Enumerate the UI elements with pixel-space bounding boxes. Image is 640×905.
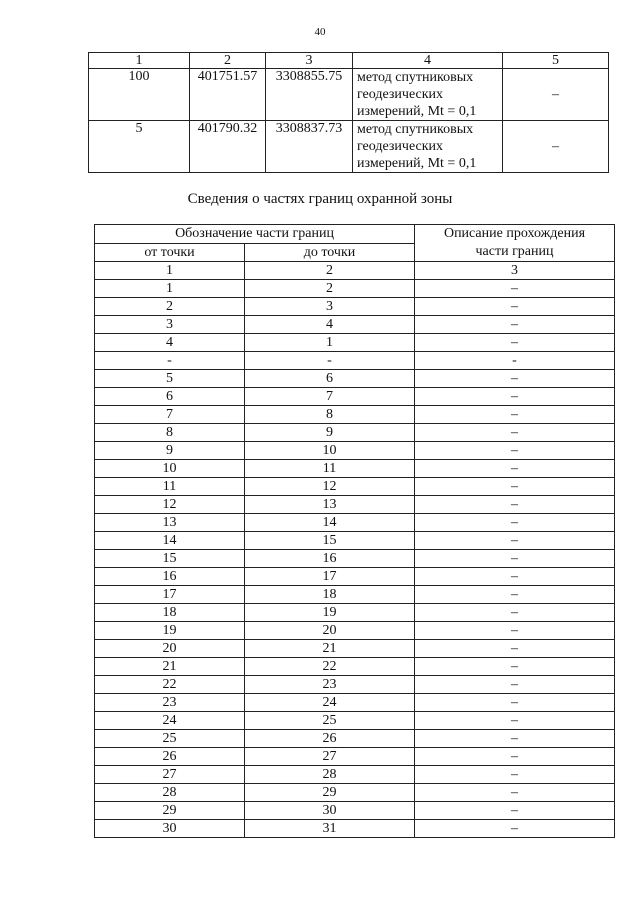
to-point: 4 (245, 316, 415, 334)
parts-header-row (95, 225, 615, 244)
table-row (95, 496, 615, 514)
table-row (95, 460, 615, 478)
column-number: 3 (266, 53, 353, 69)
from-point: 21 (95, 658, 245, 676)
table-row (95, 550, 615, 568)
from-point: 12 (95, 496, 245, 514)
table-row (95, 802, 615, 820)
to-point: 6 (245, 370, 415, 388)
part-description: – (415, 478, 615, 496)
part-description: – (415, 676, 615, 694)
description-header-line: Описание прохождения (443, 226, 586, 241)
to-point: - (245, 352, 415, 370)
part-description: – (415, 334, 615, 352)
page-number: 40 (314, 26, 326, 38)
to-point: 25 (245, 712, 415, 730)
to-point: 2 (245, 280, 415, 298)
to-point: 15 (245, 532, 415, 550)
table-row (95, 280, 615, 298)
part-description: – (415, 622, 615, 640)
from-point: 5 (95, 370, 245, 388)
point-id: 5 (89, 121, 190, 173)
from-point: 24 (95, 712, 245, 730)
to-point: 13 (245, 496, 415, 514)
from-point-header: от точки (95, 244, 245, 262)
part-description: – (415, 658, 615, 676)
part-description: – (415, 388, 615, 406)
description-header-line: части границ (475, 244, 554, 259)
table-row (95, 298, 615, 316)
to-point: 18 (245, 586, 415, 604)
table-row (95, 442, 615, 460)
section-title: Сведения о частях границ охранной зоны (187, 191, 453, 207)
to-point: 29 (245, 784, 415, 802)
from-point: 10 (95, 460, 245, 478)
from-point: 17 (95, 586, 245, 604)
from-point: 6 (95, 388, 245, 406)
coordinates-table (88, 52, 609, 173)
to-point: 24 (245, 694, 415, 712)
method-line: измерений, Mt = 0,1 (357, 104, 477, 119)
from-point: 1 (95, 280, 245, 298)
table-row (95, 388, 615, 406)
table-row (95, 406, 615, 424)
part-description: - (415, 352, 615, 370)
table-row (95, 586, 615, 604)
from-point: 7 (95, 406, 245, 424)
from-point: 18 (95, 604, 245, 622)
method-line: метод спутниковых (357, 122, 474, 137)
from-point: 22 (95, 676, 245, 694)
to-point: 3 (245, 298, 415, 316)
y-coordinate: 3308837.73 (266, 121, 353, 173)
from-point: 19 (95, 622, 245, 640)
table-row (95, 532, 615, 550)
table-row (95, 604, 615, 622)
table-row (95, 514, 615, 532)
to-point: 26 (245, 730, 415, 748)
from-point: 11 (95, 478, 245, 496)
column-5-value: – (503, 121, 609, 173)
part-description: – (415, 694, 615, 712)
to-point: 8 (245, 406, 415, 424)
boundary-part-description-header (415, 225, 615, 262)
column-number: 3 (415, 262, 615, 280)
method-description (353, 121, 503, 173)
part-description: – (415, 280, 615, 298)
table-row (95, 730, 615, 748)
x-coordinate: 401790.32 (190, 121, 266, 173)
to-point: 19 (245, 604, 415, 622)
table-row (95, 316, 615, 334)
column-number: 1 (89, 53, 190, 69)
column-5-value: – (503, 69, 609, 121)
to-point: 14 (245, 514, 415, 532)
to-point: 17 (245, 568, 415, 586)
to-point: 21 (245, 640, 415, 658)
part-description: – (415, 460, 615, 478)
to-point: 20 (245, 622, 415, 640)
boundary-parts-table (94, 224, 615, 838)
table-row (95, 424, 615, 442)
table-row (95, 352, 615, 370)
boundary-part-designation-header: Обозначение части границ (95, 225, 415, 244)
part-description: – (415, 802, 615, 820)
table-row (95, 370, 615, 388)
table-row (89, 121, 609, 173)
column-number: 1 (95, 262, 245, 280)
x-coordinate: 401751.57 (190, 69, 266, 121)
part-description: – (415, 370, 615, 388)
part-description: – (415, 532, 615, 550)
part-description: – (415, 766, 615, 784)
from-point: 2 (95, 298, 245, 316)
column-number: 5 (503, 53, 609, 69)
table-row (95, 766, 615, 784)
to-point: 28 (245, 766, 415, 784)
table-row (95, 748, 615, 766)
from-point: 23 (95, 694, 245, 712)
part-description: – (415, 712, 615, 730)
to-point: 30 (245, 802, 415, 820)
to-point: 22 (245, 658, 415, 676)
part-description: – (415, 748, 615, 766)
table-row (95, 676, 615, 694)
from-point: 9 (95, 442, 245, 460)
from-point: 3 (95, 316, 245, 334)
part-description: – (415, 406, 615, 424)
column-number: 2 (190, 53, 266, 69)
to-point: 9 (245, 424, 415, 442)
part-description: – (415, 424, 615, 442)
column-number: 4 (353, 53, 503, 69)
from-point: - (95, 352, 245, 370)
coordinates-column-numbers (89, 53, 609, 69)
from-point: 8 (95, 424, 245, 442)
from-point: 29 (95, 802, 245, 820)
to-point: 1 (245, 334, 415, 352)
method-line: метод спутниковых (357, 70, 474, 85)
part-description: – (415, 640, 615, 658)
table-row (95, 712, 615, 730)
table-row (95, 568, 615, 586)
to-point: 27 (245, 748, 415, 766)
method-line: измерений, Mt = 0,1 (357, 156, 477, 171)
from-point: 16 (95, 568, 245, 586)
part-description: – (415, 820, 615, 838)
part-description: – (415, 496, 615, 514)
to-point: 11 (245, 460, 415, 478)
part-description: – (415, 316, 615, 334)
parts-column-numbers (95, 262, 615, 280)
point-id: 100 (89, 69, 190, 121)
to-point: 23 (245, 676, 415, 694)
part-description: – (415, 568, 615, 586)
to-point: 12 (245, 478, 415, 496)
method-description (353, 69, 503, 121)
part-description: – (415, 586, 615, 604)
part-description: – (415, 514, 615, 532)
table-row (89, 69, 609, 121)
y-coordinate: 3308855.75 (266, 69, 353, 121)
to-point: 7 (245, 388, 415, 406)
part-description: – (415, 550, 615, 568)
table-row (95, 820, 615, 838)
table-row (95, 694, 615, 712)
to-point: 10 (245, 442, 415, 460)
part-description: – (415, 442, 615, 460)
from-point: 30 (95, 820, 245, 838)
from-point: 26 (95, 748, 245, 766)
from-point: 28 (95, 784, 245, 802)
table-row (95, 622, 615, 640)
part-description: – (415, 604, 615, 622)
part-description: – (415, 784, 615, 802)
method-line: геодезических (357, 139, 444, 154)
part-description: – (415, 730, 615, 748)
from-point: 25 (95, 730, 245, 748)
table-row (95, 478, 615, 496)
from-point: 15 (95, 550, 245, 568)
part-description: – (415, 298, 615, 316)
table-row (95, 658, 615, 676)
table-row (95, 640, 615, 658)
from-point: 20 (95, 640, 245, 658)
to-point: 16 (245, 550, 415, 568)
to-point: 31 (245, 820, 415, 838)
to-point-header: до точки (245, 244, 415, 262)
from-point: 27 (95, 766, 245, 784)
column-number: 2 (245, 262, 415, 280)
method-line: геодезических (357, 87, 444, 102)
from-point: 13 (95, 514, 245, 532)
from-point: 14 (95, 532, 245, 550)
table-row (95, 334, 615, 352)
table-row (95, 784, 615, 802)
from-point: 4 (95, 334, 245, 352)
